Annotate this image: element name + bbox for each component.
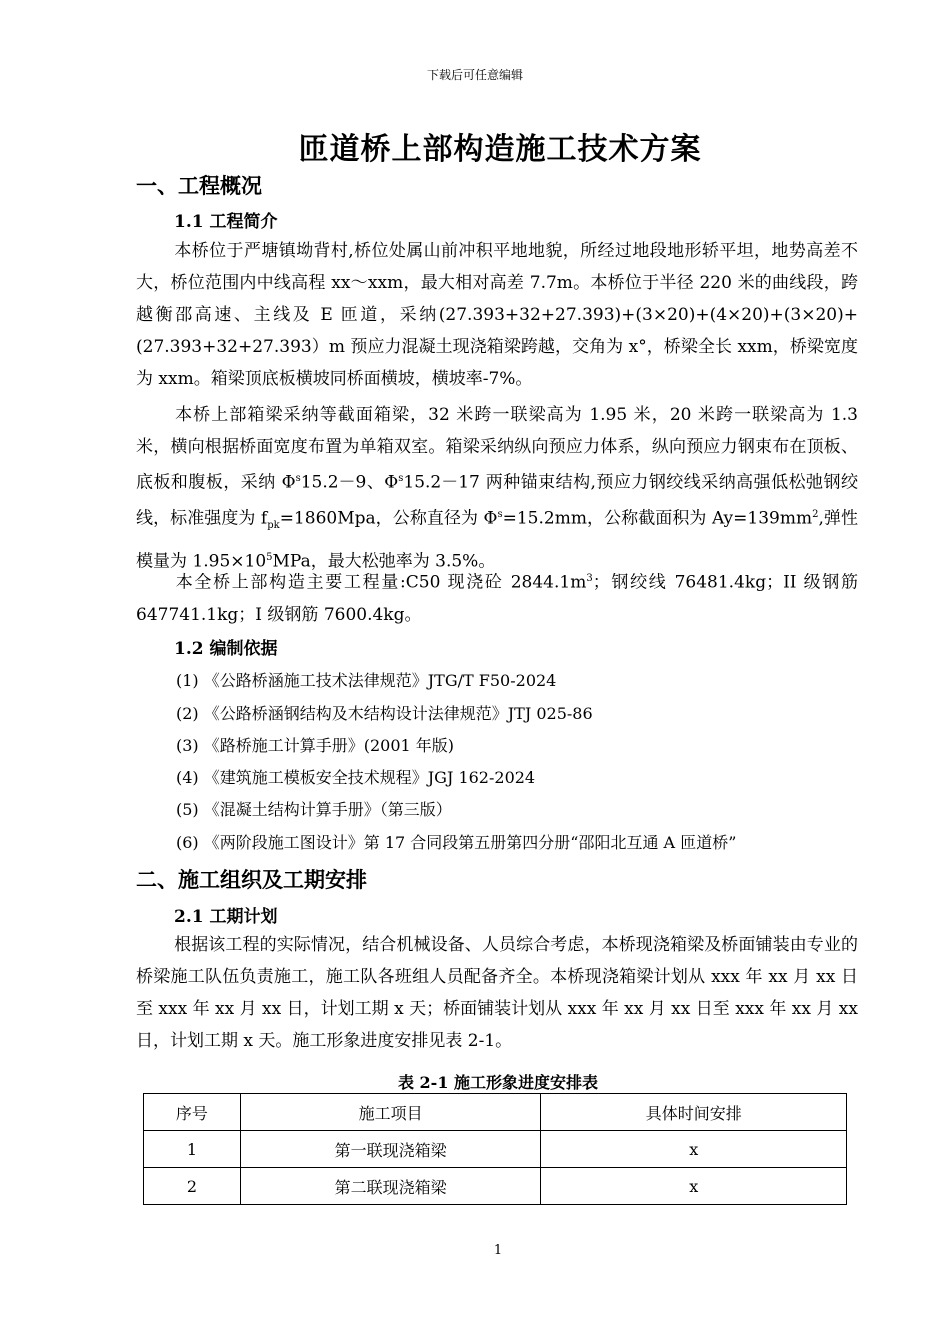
table-row	[144, 1131, 847, 1168]
table-header-row	[144, 1094, 847, 1131]
table-cell: 1	[144, 1131, 241, 1168]
table-cell: 第二联现浇箱梁	[240, 1168, 541, 1205]
section-heading-1: 一、工程概况	[136, 173, 262, 198]
page-header: 下载后可任意编辑	[426, 68, 523, 82]
reference-item: (1) 《公路桥涵施工技术法律规范》JTG/T F50-2024	[176, 671, 557, 690]
table-row	[144, 1168, 847, 1205]
reference-item: (3) 《路桥施工计算手册》(2001 年版)	[176, 736, 455, 755]
table-header-cell: 具体时间安排	[541, 1094, 847, 1131]
table-cell: x	[541, 1131, 847, 1168]
reference-item: (2) 《公路桥涵钢结构及木结构设计法律规范》JTJ 025-86	[176, 704, 593, 723]
document-title: 匝道桥上部构造施工技术方案	[298, 132, 702, 167]
paragraph-schedule: 根据该工程的实际情况，结合机械设备、人员综合考虑，本桥现浇箱梁及桥面铺装由专业的桥梁施工队伍负责施工，施工队各班组人员配备齐全。本桥现浇箱梁计划从 xxx 年 xx 月 xx 日至 xxx 年 xx 月 xx 日，计划工期 x 天；桥面铺装计划从 xxx 年 xx 月 xx 日至 xxx 年 xx 月 xx 日，计划工期 x 天。施工形象进度安排见表 2-1。	[136, 935, 858, 1051]
reference-item: (6) 《两阶段施工图设计》第 17 合同段第五册第四分册“邵阳北互通 A 匝道桥”	[176, 833, 737, 852]
table-header-cell: 序号	[144, 1094, 241, 1131]
section-heading-2: 二、施工组织及工期安排	[136, 867, 367, 892]
table-cell: x	[541, 1168, 847, 1205]
reference-item: (5) 《混凝土结构计算手册》（第三版）	[176, 800, 452, 819]
subsection-heading-1-2: 1.2 编制依据	[174, 639, 278, 659]
reference-item: (4) 《建筑施工模板安全技术规程》JGJ 162-2024	[176, 768, 536, 787]
table-caption: 表 2-1 施工形象进度安排表	[397, 1073, 599, 1092]
paragraph-quantities: 本全桥上部构造主要工程量:C50 现浇砼 $2844.1m^3$；钢绞线 76481.4kg；II 级钢筋 647741.1kg；I 级钢筋 7600.4kg。	[136, 572, 858, 625]
paragraph-bridge-overview: 本桥位于严塘镇坳背村,桥位处属山前冲积平地地貌，所经过地段地形轿平坦，地势高差不大，桥位范围内中线高程 xx～xxm，最大相对高差 7.7m。本桥位于半径 220 米的曲线段，跨越衡邵高速、主线及 E 匝道，采纳(27.393+32+27.393)+(3×20)+(4×20)+(3×20)+(27.393+32+27.393）m 预应力混凝土现浇箱梁跨越，交角为 x°，桥梁全长 xxm，桥梁宽度为 xxm。箱梁顶底板横坡同桥面横坡，横坡率-7%。	[136, 241, 858, 389]
page-number: 1	[493, 1243, 503, 1258]
paragraph-box-girder: 本桥上部箱梁采纳等截面箱梁，32 米跨一联梁高为 1.95 米，20 米跨一联梁高为 1.3 米，横向根据桥面宽度布置为单箱双室。箱梁采纳纵向预应力体系，纵向预应力钢束布在顶板、底板和腹板，采纳 $\Phi^s15.2-9$、$\Phi^s15.2-17$ 两种锚束结构,预应力钢绞线采纳高强低松弛钢绞线，标准强度为 $f_{pk}=1860Mpa$，公称直径为 $\Phi^s=15.2mm$，公称截面积为 $Ay=139mm^2$,弹性模量为 $1.95\times 10^5MPa$，最大松弛率为 3.5%。	[136, 405, 858, 572]
subsection-heading-1-1: 1.1 工程简介	[174, 212, 278, 232]
table-cell: 2	[144, 1168, 241, 1205]
table-header-cell: 施工项目	[240, 1094, 541, 1131]
subsection-heading-2-1: 2.1 工期计划	[174, 907, 278, 927]
table-cell: 第一联现浇箱梁	[240, 1131, 541, 1168]
schedule-table	[143, 1093, 847, 1205]
